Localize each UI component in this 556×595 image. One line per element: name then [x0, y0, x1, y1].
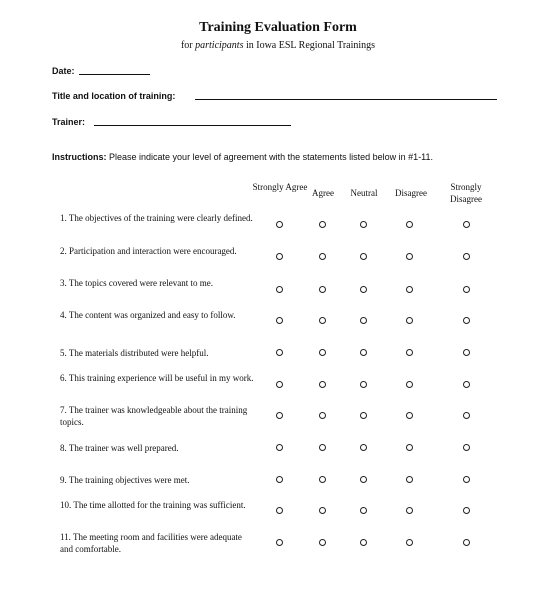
radio-q6-neutral[interactable] [360, 381, 367, 388]
scale-header-agree: Agree [312, 188, 334, 198]
radio-q10-disagree[interactable] [406, 507, 413, 514]
radio-q11-strongly-disagree[interactable] [463, 539, 470, 546]
radio-q6-strongly-disagree[interactable] [463, 381, 470, 388]
question-5: 5. The materials distributed were helpful. [60, 348, 209, 358]
radio-q7-agree[interactable] [319, 412, 326, 419]
radio-q10-agree[interactable] [319, 507, 326, 514]
radio-q1-strongly-disagree[interactable] [463, 221, 470, 228]
date-field[interactable] [79, 74, 150, 75]
radio-q8-neutral[interactable] [360, 444, 367, 451]
radio-q9-neutral[interactable] [360, 476, 367, 483]
radio-q10-strongly-disagree[interactable] [463, 507, 470, 514]
question-8: 8. The trainer was well prepared. [60, 443, 179, 453]
radio-q9-disagree[interactable] [406, 476, 413, 483]
title-location-field[interactable] [195, 99, 497, 100]
radio-q8-strongly-disagree[interactable] [463, 444, 470, 451]
radio-q2-agree[interactable] [319, 253, 326, 260]
instructions [52, 152, 433, 162]
form-title: Training Evaluation Form [199, 20, 357, 35]
scale-header-strongly-agree: Strongly Agree [252, 182, 308, 192]
radio-q5-neutral[interactable] [360, 349, 367, 356]
instructions-text: Please indicate your level of agreement with the statements listed below in #1-11. [106, 152, 434, 162]
radio-q7-strongly-disagree[interactable] [463, 412, 470, 419]
radio-q1-agree[interactable] [319, 221, 326, 228]
question-10: 10. The time allotted for the training was sufficient. [60, 500, 246, 510]
radio-q11-strongly-agree[interactable] [276, 539, 283, 546]
trainer-label: Trainer: [52, 117, 86, 127]
radio-q1-neutral[interactable] [360, 221, 367, 228]
subtitle-post: in Iowa ESL Regional Trainings [243, 40, 376, 51]
question-9: 9. The training objectives were met. [60, 475, 190, 485]
form-subtitle [0, 40, 556, 51]
scale-header-neutral: Neutral [350, 188, 378, 198]
radio-q9-strongly-agree[interactable] [276, 476, 283, 483]
radio-q7-disagree[interactable] [406, 412, 413, 419]
radio-q6-agree[interactable] [319, 381, 326, 388]
radio-q1-strongly-agree[interactable] [276, 221, 283, 228]
radio-q10-neutral[interactable] [360, 507, 367, 514]
radio-q4-disagree[interactable] [406, 317, 413, 324]
question-11: 11. The meeting room and facilities were adequate and comfortable. [60, 532, 242, 554]
radio-q8-agree[interactable] [319, 444, 326, 451]
date-label: Date: [52, 66, 75, 76]
radio-q3-neutral[interactable] [360, 286, 367, 293]
radio-q9-agree[interactable] [319, 476, 326, 483]
question-7: 7. The trainer was knowledgeable about the training topics. [60, 405, 248, 427]
radio-q2-strongly-agree[interactable] [276, 253, 283, 260]
question-1: 1. The objectives of the training were clearly defined. [60, 213, 253, 223]
trainer-field[interactable] [94, 125, 291, 126]
radio-q4-strongly-agree[interactable] [276, 317, 283, 324]
radio-q11-disagree[interactable] [406, 539, 413, 546]
radio-q11-neutral[interactable] [360, 539, 367, 546]
question-4: 4. The content was organized and easy to follow. [60, 310, 236, 320]
question-6: 6. This training experience will be useful in my work. [60, 373, 254, 383]
radio-q5-disagree[interactable] [406, 349, 413, 356]
radio-q3-strongly-agree[interactable] [276, 286, 283, 293]
radio-q7-neutral[interactable] [360, 412, 367, 419]
scale-header-strongly-disagree: Strongly Disagree [450, 182, 482, 204]
radio-q2-disagree[interactable] [406, 253, 413, 260]
subtitle-italic: participants [195, 40, 244, 51]
radio-q3-strongly-disagree[interactable] [463, 286, 470, 293]
radio-q8-disagree[interactable] [406, 444, 413, 451]
radio-q5-strongly-agree[interactable] [276, 349, 283, 356]
radio-q6-strongly-agree[interactable] [276, 381, 283, 388]
radio-q4-agree[interactable] [319, 317, 326, 324]
radio-q11-agree[interactable] [319, 539, 326, 546]
question-3: 3. The topics covered were relevant to me. [60, 278, 214, 288]
radio-q4-strongly-disagree[interactable] [463, 317, 470, 324]
radio-q3-agree[interactable] [319, 286, 326, 293]
radio-q7-strongly-agree[interactable] [276, 412, 283, 419]
scale-header-disagree: Disagree [395, 188, 427, 198]
radio-q2-neutral[interactable] [360, 253, 367, 260]
question-2: 2. Participation and interaction were encouraged. [60, 246, 237, 256]
subtitle-pre: for [180, 40, 196, 51]
radio-q2-strongly-disagree[interactable] [463, 253, 470, 260]
radio-q5-strongly-disagree[interactable] [463, 349, 470, 356]
instructions-label: Instructions: [52, 152, 107, 162]
radio-q10-strongly-agree[interactable] [276, 507, 283, 514]
radio-q5-agree[interactable] [319, 349, 326, 356]
radio-q9-strongly-disagree[interactable] [463, 476, 470, 483]
title-location-label: Title and location of training: [52, 91, 176, 101]
radio-q6-disagree[interactable] [406, 381, 413, 388]
radio-q1-disagree[interactable] [406, 221, 413, 228]
radio-q3-disagree[interactable] [406, 286, 413, 293]
radio-q4-neutral[interactable] [360, 317, 367, 324]
radio-q8-strongly-agree[interactable] [276, 444, 283, 451]
